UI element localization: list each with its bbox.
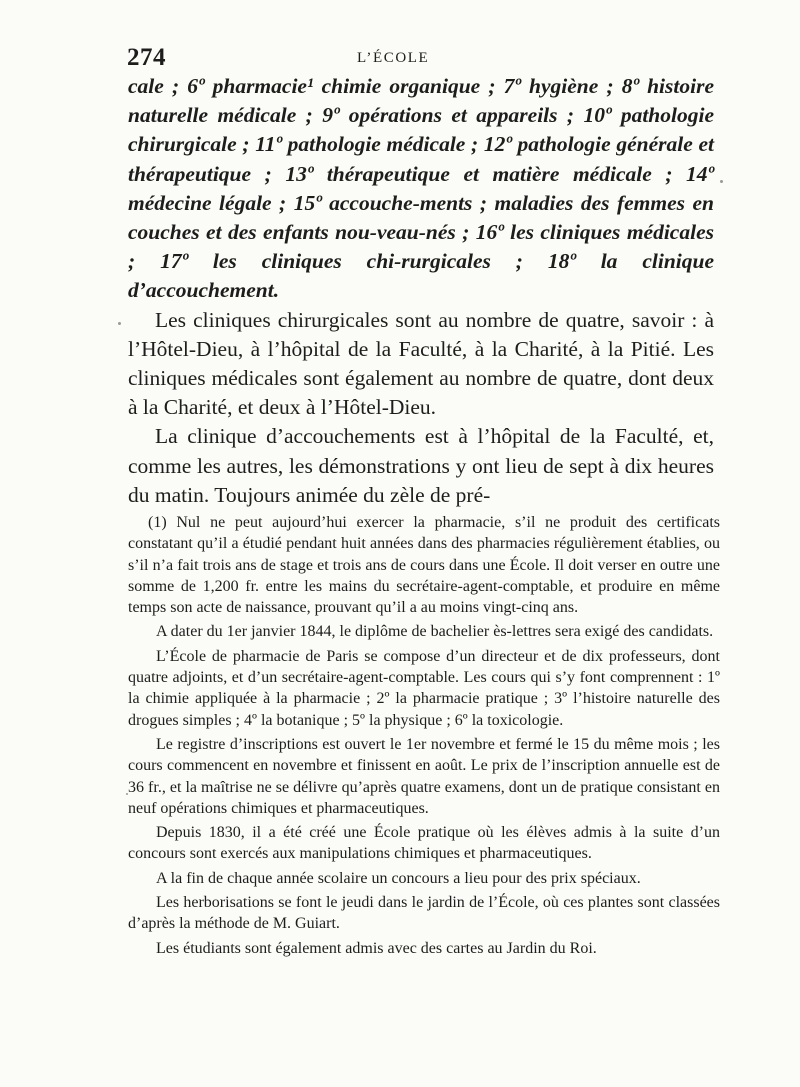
footnote-paragraph: Depuis 1830, il a été créé une École pratique où les élèves admis à la suite d’un concours sont exercés aux manipulations chimiques et pharmaceutiques. [128, 824, 720, 863]
course-list-paragraph: cale ; 6º pharmacie¹ chimie organique ; 7º hygiène ; 8º histoire naturelle médicale ; 9º opérations et appareils ; 10º pathologie chirurgicale ; 11º pathologie médicale ; 12º pathologie générale et thérapeutique ; 13º thérapeutique et matière médicale ; 14º médecine légale ; 15º accouche-ments ; maladies des femmes en couches et des enfants nou-veau-nés ; 16º les cliniques médicales ; 17º les cliniques chi-rurgicales ; 18º la clinique d’accouchement. [128, 74, 714, 303]
ink-speck [118, 322, 121, 325]
footnote-paragraph: A dater du 1er janvier 1844, le diplôme de bachelier ès-lettres sera exigé des candidats. [156, 623, 714, 641]
footnote-paragraph: Les étudiants sont également admis avec des cartes au Jardin du Roi. [156, 939, 597, 957]
footnote-paragraph: (1) Nul ne peut aujourd’hui exercer la pharmacie, s’il ne produit des certificats constatant qu’il a étudié pendant huit années dans des pharmacies régulièrement établies, ou s’il n’a fait trois ans de stage et trois ans de cours dans une École. Il doit verser en outre une somme de 1,200 fr. entre les mains du secrétaire-agent-comptable, et produire en même temps son acte de naissance, prouvant qu’il a au moins vingt-cinq ans. [128, 514, 720, 617]
section-title: L’ÉCOLE [357, 50, 430, 66]
running-head [127, 44, 721, 74]
ink-speck [126, 793, 128, 795]
main-text [128, 72, 714, 510]
footnote-paragraph: A la fin de chaque année scolaire un concours a lieu pour des prix spéciaux. [156, 869, 641, 887]
accouchements-paragraph: La clinique d’accouchements est à l’hôpital de la Faculté, et, comme les autres, les démonstrations y ont lieu de sept à dix heures du matin. Toujours animée du zèle de pré- [128, 424, 714, 507]
ink-speck [720, 180, 723, 183]
page-number: 274 [127, 44, 166, 71]
footnote-paragraph: Les herborisations se font le jeudi dans le jardin de l’École, où ces plantes sont classées d’après la méthode de M. Guiart. [128, 894, 720, 933]
cliniques-paragraph: Les cliniques chirurgicales sont au nombre de quatre, savoir : à l’Hôtel-Dieu, à l’hôpital de la Faculté, à la Charité, à la Pitié. Les cliniques médicales sont également au nombre de quatre, dont deux à la Charité, et deux à l’Hôtel-Dieu. [128, 307, 714, 420]
footnote-paragraph: Le registre d’inscriptions est ouvert le 1er novembre et fermé le 15 du même mois ; les cours commencent en novembre et finissent en août. Le prix de l’inscription annuelle est de 36 fr., et la maîtrise ne se délivre qu’après quatre examens, dont un de pratique consistant en neuf opérations chimiques et pharmaceutiques. [128, 735, 720, 817]
footnote [128, 512, 720, 962]
footnote-paragraph: L’École de pharmacie de Paris se compose d’un directeur et de dix professeurs, dont quatre adjoints, et d’un secrétaire-agent-comptable. Les cours qui s’y font comprennent : 1º la chimie appliquée à la pharmacie ; 2º la pharmacie pratique ; 3º l’histoire naturelle des drogues simples ; 4º la botanique ; 5º la physique ; 6º la toxicologie. [128, 647, 720, 729]
